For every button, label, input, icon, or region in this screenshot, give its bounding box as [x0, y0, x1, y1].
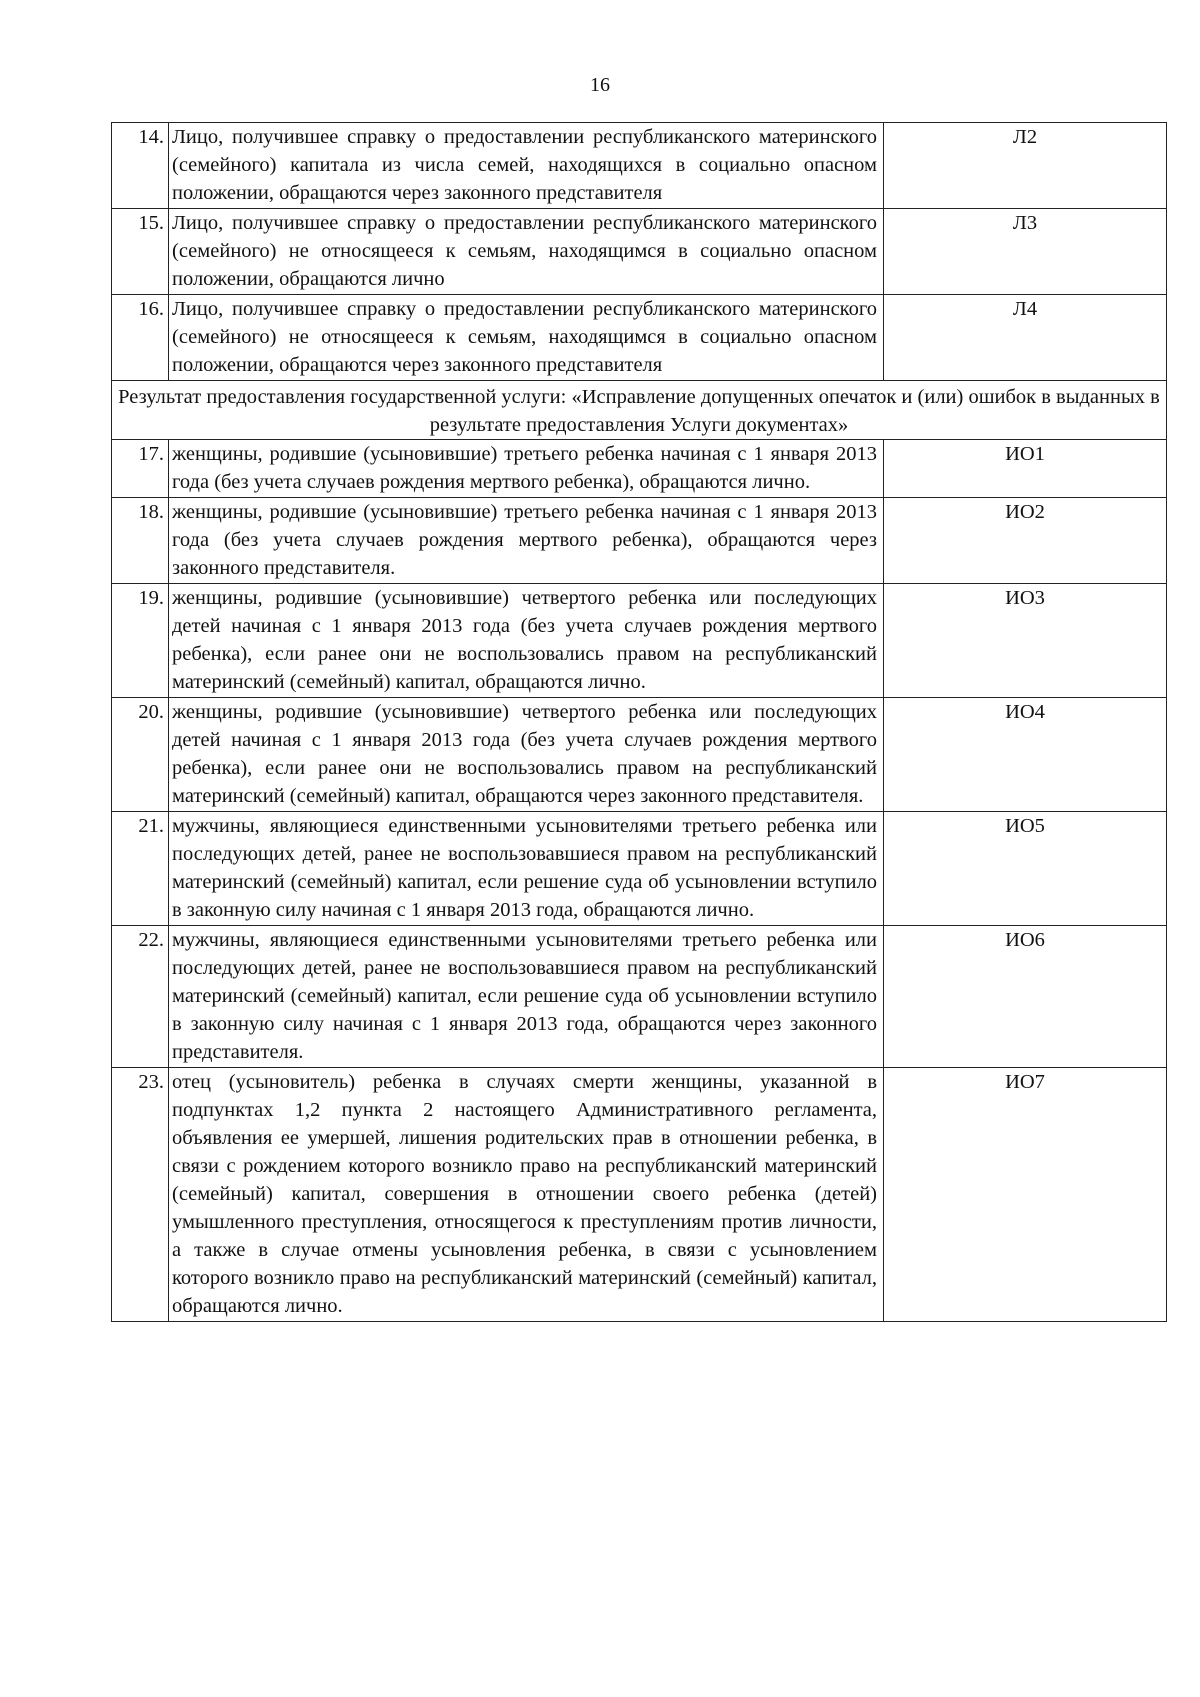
row-code: ИО2 [884, 498, 1167, 584]
table-row [112, 698, 1167, 812]
row-description: Лицо, получившее справку о предоставлении республиканского материнского (семейного) капитала из числа семей, находящихся в социально опасном положении, обращаются через законного представителя [169, 123, 884, 209]
table-row [112, 498, 1167, 584]
row-number: 19. [112, 584, 169, 698]
row-code: ИО1 [884, 440, 1167, 498]
row-number: 20. [112, 698, 169, 812]
row-code: ИО3 [884, 584, 1167, 698]
row-description: женщины, родившие (усыновившие) третьего ребенка начиная с 1 января 2013 года (без учета случаев рождения мертвого ребенка), обращаются через законного представителя. [169, 498, 884, 584]
row-number: 17. [112, 440, 169, 498]
row-code: ИО6 [884, 926, 1167, 1068]
row-number: 22. [112, 926, 169, 1068]
section-heading: Результат предоставления государственной услуги: «Исправление допущенных опечаток и (или) ошибок в выданных в результате предоставления Услуги документах» [112, 381, 1167, 440]
page-number: 16 [590, 74, 610, 96]
section-heading-row [112, 381, 1167, 440]
table-row [112, 440, 1167, 498]
row-description: женщины, родившие (усыновившие) третьего ребенка начиная с 1 января 2013 года (без учета случаев рождения мертвого ребенка), обращаются лично. [169, 440, 884, 498]
table-row [112, 584, 1167, 698]
row-description: женщины, родившие (усыновившие) четвертого ребенка или последующих детей начиная с 1 января 2013 года (без учета случаев рождения мертвого ребенка), если ранее они не воспользовались правом на республиканский материнский (семейный) капитал, обращаются лично. [169, 584, 884, 698]
row-code: ИО5 [884, 812, 1167, 926]
row-description: женщины, родившие (усыновившие) четвертого ребенка или последующих детей начиная с 1 января 2013 года (без учета случаев рождения мертвого ребенка), если ранее они не воспользовались правом на республиканский материнский (семейный) капитал, обращаются через законного представителя. [169, 698, 884, 812]
row-description: отец (усыновитель) ребенка в случаях смерти женщины, указанной в подпунктах 1,2 пункта 2 настоящего Административного регламента, объявления ее умершей, лишения родительских прав в отношении ребенка, в связи с рождением которого возникло право на республиканский материнский (семейный) капитал, совершения в отношении своего ребенка (детей) умышленного преступления, относящегося к преступлениям против личности, а также в случае отмены усыновления ребенка, в связи с усыновлением которого возникло право на республиканский материнский (семейный) капитал, обращаются лично. [169, 1068, 884, 1322]
table-row [112, 209, 1167, 295]
row-number: 16. [112, 295, 169, 381]
row-description: Лицо, получившее справку о предоставлении республиканского материнского (семейного) не относящееся к семьям, находящимся в социально опасном положении, обращаются лично [169, 209, 884, 295]
table-row [112, 926, 1167, 1068]
row-number: 15. [112, 209, 169, 295]
row-description: мужчины, являющиеся единственными усыновителями третьего ребенка или последующих детей, ранее не воспользовавшиеся правом на республиканский материнский (семейный) капитал, если решение суда об усыновлении вступило в законную силу начиная с 1 января 2013 года, обращаются через законного представителя. [169, 926, 884, 1068]
row-number: 21. [112, 812, 169, 926]
table-row [112, 812, 1167, 926]
row-description: мужчины, являющиеся единственными усыновителями третьего ребенка или последующих детей, ранее не воспользовавшиеся правом на республиканский материнский (семейный) капитал, если решение суда об усыновлении вступило в законную силу начиная с 1 января 2013 года, обращаются лично. [169, 812, 884, 926]
row-code: ИО4 [884, 698, 1167, 812]
row-code: Л3 [884, 209, 1167, 295]
row-number: 14. [112, 123, 169, 209]
table-row [112, 123, 1167, 209]
row-description: Лицо, получившее справку о предоставлении республиканского материнского (семейного) не относящееся к семьям, находящимся в социально опасном положении, обращаются через законного представителя [169, 295, 884, 381]
row-code: ИО7 [884, 1068, 1167, 1322]
row-code: Л2 [884, 123, 1167, 209]
table-row [112, 295, 1167, 381]
row-number: 23. [112, 1068, 169, 1322]
row-number: 18. [112, 498, 169, 584]
row-code: Л4 [884, 295, 1167, 381]
table-row [112, 1068, 1167, 1322]
document-table [111, 122, 1167, 1322]
